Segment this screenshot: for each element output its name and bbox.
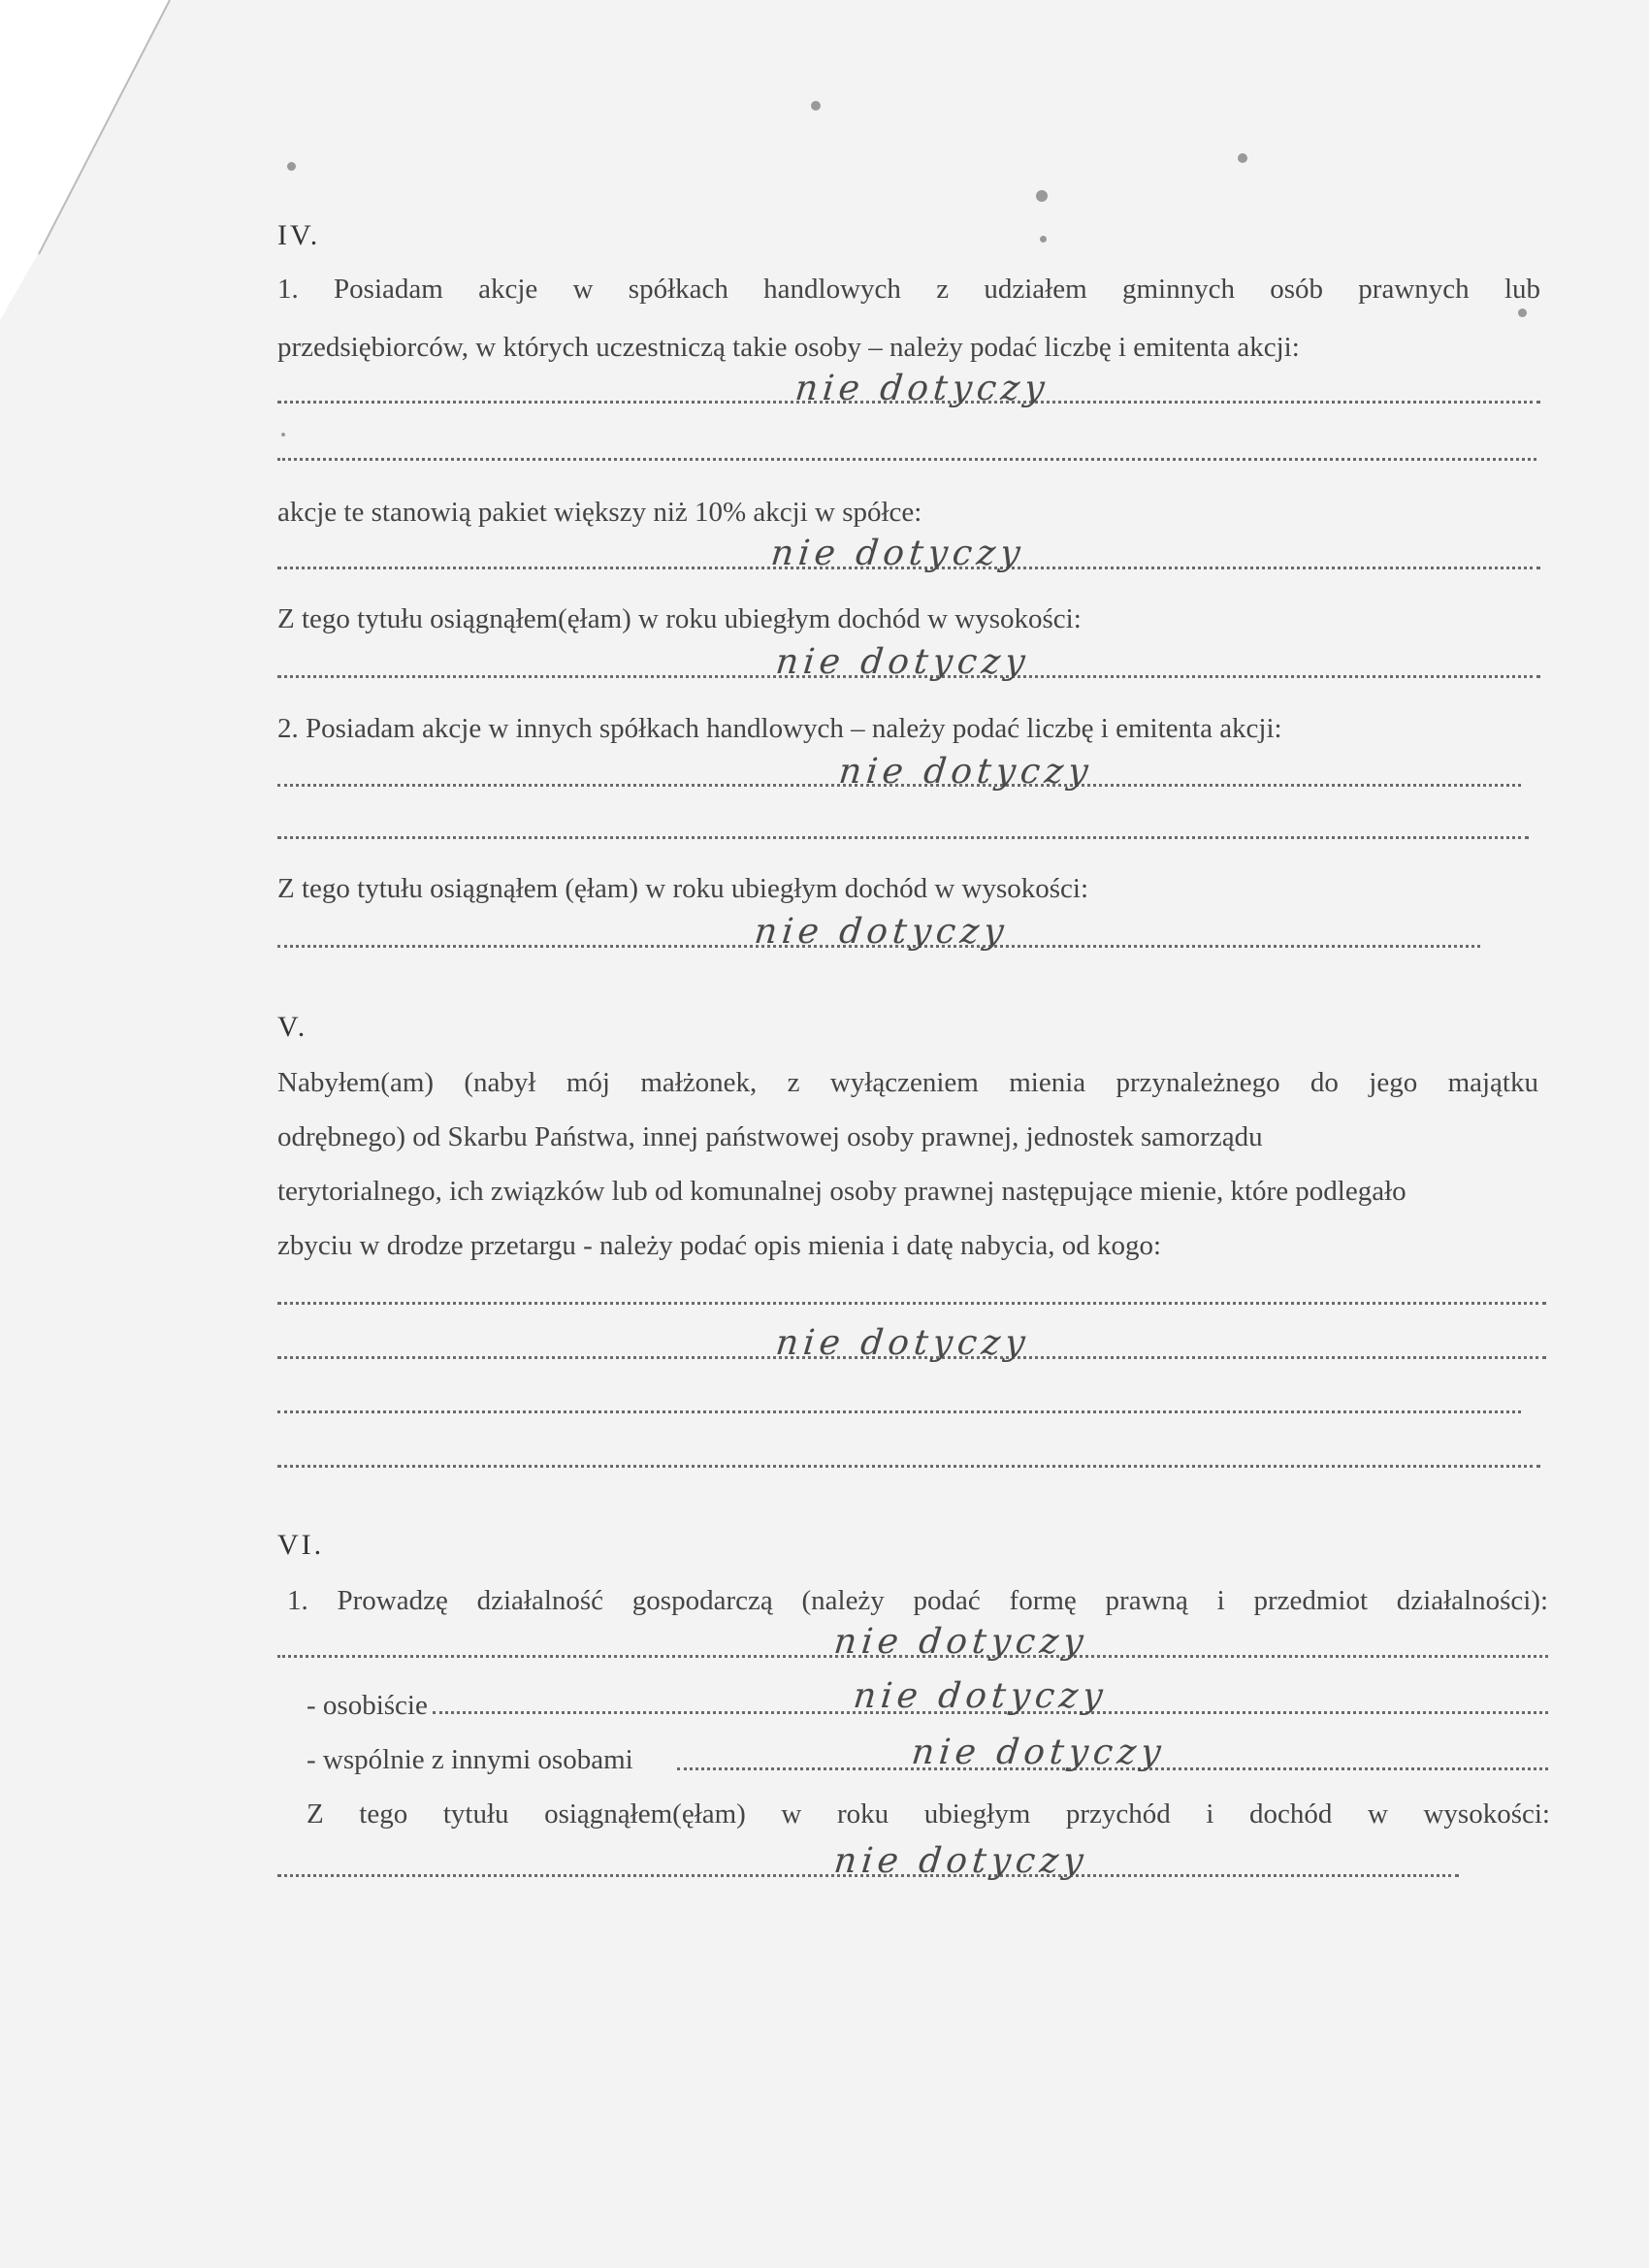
s6-dochod-question: Z tego tytułu osiągnąłem(ęłam) w roku ubiegłym przychód i dochód w wysokości:: [307, 1798, 1550, 1830]
scan-speck: [1040, 236, 1047, 243]
s5-line1: Nabyłem(am) (nabył mój małżonek, z wyłączeniem mienia przynależnego do jego majątku: [277, 1067, 1538, 1098]
scan-speck: [287, 162, 296, 171]
handwritten-answer: nie dotyczy: [836, 752, 1095, 792]
handwritten-answer: nie dotyczy: [851, 1676, 1110, 1716]
section-v-heading: V.: [277, 1011, 308, 1043]
handwritten-answer: nie dotyczy: [909, 1733, 1168, 1772]
scan-speck: [1238, 153, 1247, 163]
handwritten-answer: nie dotyczy: [792, 369, 1051, 408]
s5-line2: odrębnego) od Skarbu Państwa, innej państwowej osoby prawnej, jednostek samorządu: [277, 1121, 1263, 1152]
dotted-line: [277, 1465, 1540, 1468]
handwritten-answer: nie dotyczy: [752, 912, 1011, 952]
s6-wspolnie-label: - wspólnie z innymi osobami: [307, 1744, 633, 1775]
handwritten-answer: nie dotyczy: [773, 642, 1032, 682]
s4-dochod1-question: Z tego tytułu osiągnąłem(ęłam) w roku ubiegłym dochód w wysokości:: [277, 603, 1082, 634]
dotted-line: [277, 1302, 1546, 1305]
dotted-line: [277, 458, 1536, 461]
scan-speck: [1518, 308, 1527, 317]
dotted-line: [277, 836, 1529, 839]
s4-pakiet-question: akcje te stanowią pakiet większy niż 10% akcji w spółce:: [277, 497, 922, 528]
handwritten-answer: nie dotyczy: [831, 1622, 1090, 1662]
scan-speck: [811, 101, 821, 111]
handwritten-answer: nie dotyczy: [831, 1841, 1090, 1881]
section-vi-heading: VI.: [277, 1529, 325, 1561]
s6-q1: 1. Prowadzę działalność gospodarczą (należy podać formę prawną i przedmiot działalności):: [287, 1585, 1548, 1616]
s4-dochod2-question: Z tego tytułu osiągnąłem (ęłam) w roku ubiegłym dochód w wysokości:: [277, 873, 1089, 904]
handwritten-answer: nie dotyczy: [773, 1323, 1032, 1363]
dotted-line: [277, 1410, 1521, 1413]
s5-line4: zbyciu w drodze przetargu - należy podać opis mienia i datę nabycia, od kogo:: [277, 1230, 1162, 1261]
s4-q1-line1: 1. Posiadam akcje w spółkach handlowych z udziałem gminnych osób prawnych lub: [277, 274, 1540, 305]
handwritten-answer: nie dotyczy: [768, 534, 1027, 573]
section-iv-heading: IV.: [277, 219, 321, 251]
scan-speck: [281, 433, 285, 437]
s5-line3: terytorialnego, ich związków lub od komunalnej osoby prawnej następujące mienie, które podlegało: [277, 1176, 1406, 1207]
scan-speck: [1036, 190, 1048, 202]
s4-q1-line2: przedsiębiorców, w których uczestniczą takie osoby – należy podać liczbę i emitenta akcji:: [277, 332, 1300, 363]
s4-q2: 2. Posiadam akcje w innych spółkach handlowych – należy podać liczbę i emitenta akcji:: [277, 713, 1282, 744]
s6-osobiscie-label: - osobiście: [307, 1690, 428, 1721]
